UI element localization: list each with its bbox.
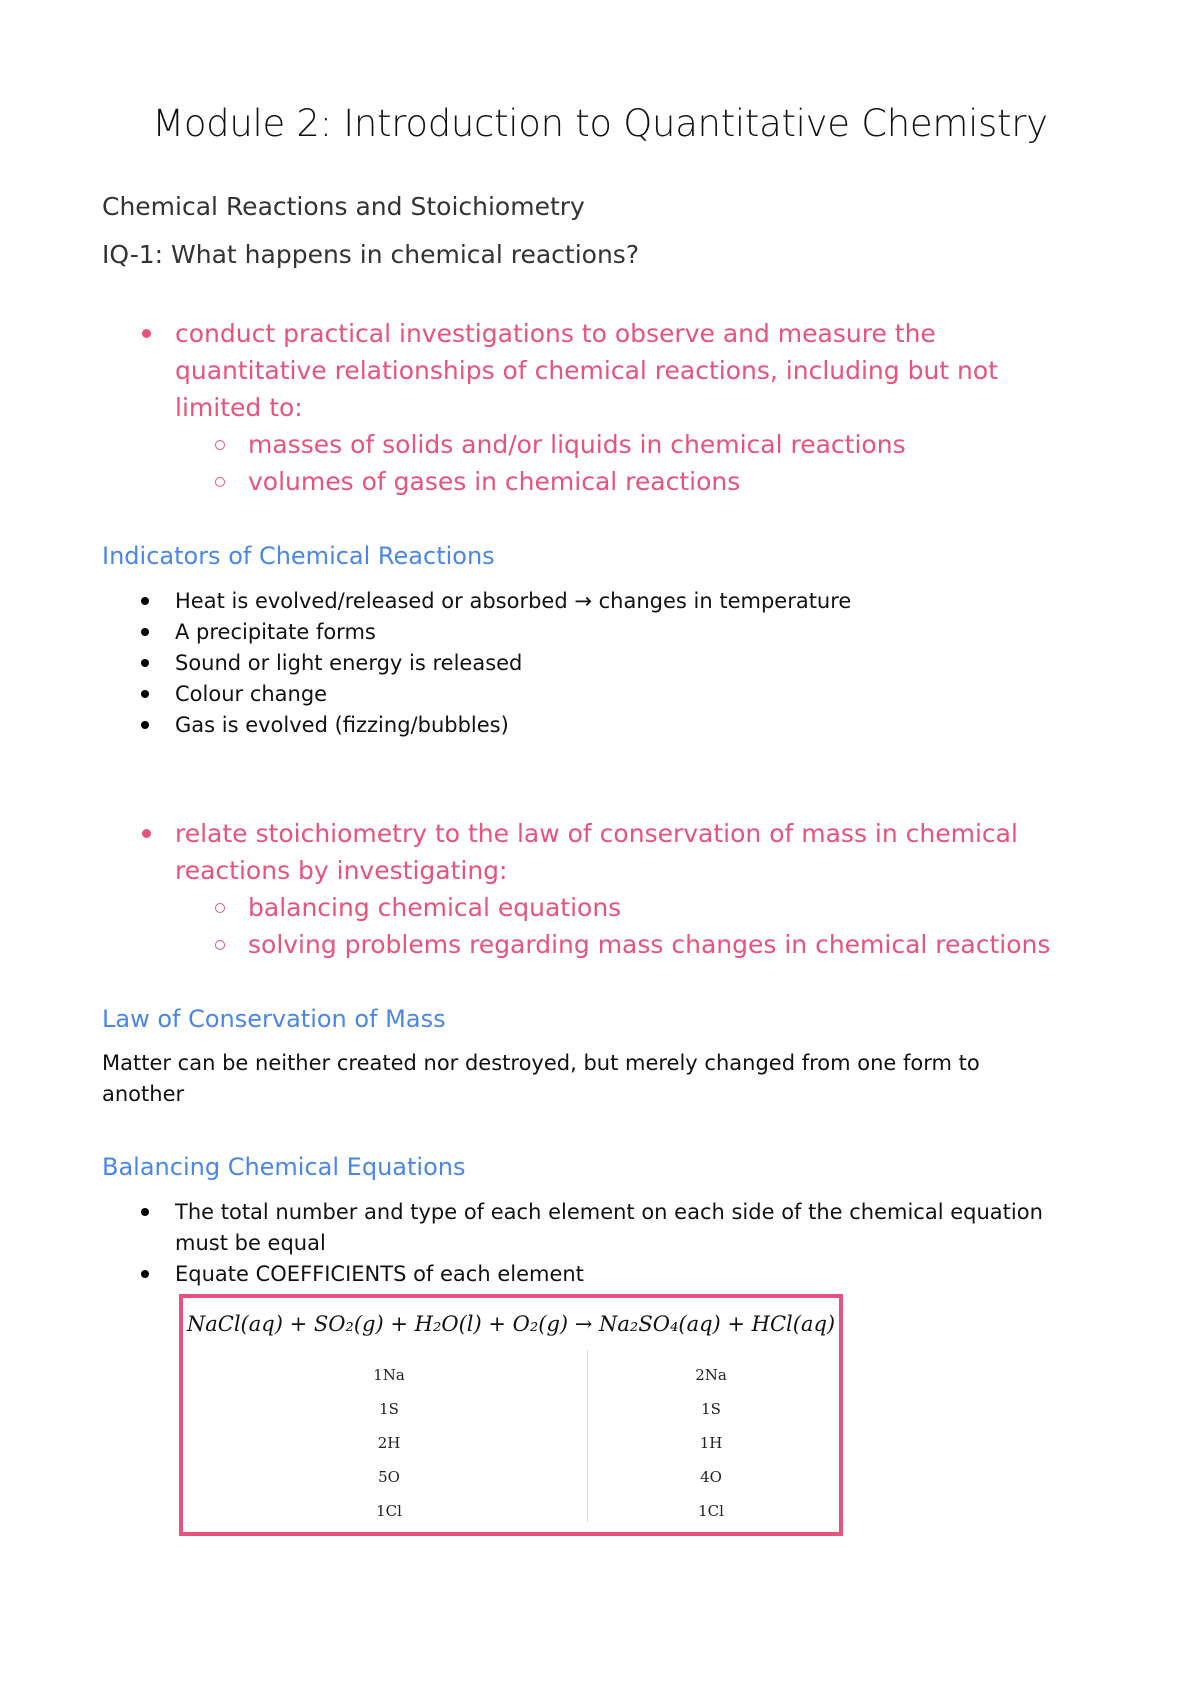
column-divider [587, 1350, 588, 1522]
atom-count: 1Na [373, 1366, 405, 1384]
section-title: Chemical Reactions and Stoichiometry [102, 192, 585, 221]
list-item-text: Sound or light energy is released [175, 651, 523, 675]
atom-count: 1Cl [376, 1502, 402, 1520]
reactant-counts [329, 1366, 449, 1536]
outcome-1-line: limited to: [175, 393, 303, 422]
outcome-1-line: quantitative relationships of chemical reactions, including but not [175, 356, 998, 385]
outcome-2 [175, 815, 1018, 889]
equation-figure [179, 1294, 843, 1536]
list-item [175, 679, 327, 710]
indicators-heading: Indicators of Chemical Reactions [102, 542, 495, 570]
law-heading: Law of Conservation of Mass [102, 1005, 446, 1033]
atom-count: 4O [700, 1468, 722, 1486]
bullet-icon [142, 829, 151, 838]
atom-count: 1H [699, 1434, 723, 1452]
bullet-icon [141, 628, 149, 636]
balancing-heading: Balancing Chemical Equations [102, 1153, 466, 1181]
outcome-1-subitem [248, 426, 906, 463]
bullet-icon [141, 1208, 149, 1216]
bullet-icon [141, 690, 149, 698]
outcome-2-subitem-text: solving problems regarding mass changes in chemical reactions [248, 930, 1051, 959]
atom-count: 1S [701, 1400, 721, 1418]
list-item-text: Equate COEFFICIENTS of each element [175, 1262, 584, 1286]
list-item-text: Gas is evolved (fizzing/bubbles) [175, 713, 509, 737]
list-item [175, 586, 851, 617]
bullet-icon [141, 1270, 149, 1278]
outcome-1 [175, 315, 998, 426]
list-item-text: Colour change [175, 682, 328, 706]
product-counts [651, 1366, 771, 1536]
atom-count: 5O [378, 1468, 400, 1486]
list-item-text: Heat is evolved/released or absorbed → changes in temperature [175, 589, 852, 613]
outcome-1-subitem-text: volumes of gases in chemical reactions [248, 467, 741, 496]
outcome-2-subitem-text: balancing chemical equations [248, 893, 622, 922]
atom-count: 1S [379, 1400, 399, 1418]
outcome-2-subitem [248, 926, 1050, 963]
circle-bullet-icon [215, 477, 225, 487]
list-item [175, 648, 522, 679]
outcome-1-subitem [248, 463, 740, 500]
circle-bullet-icon [215, 440, 225, 450]
list-item [175, 617, 376, 648]
list-item-text: A precipitate forms [175, 620, 376, 644]
outcome-1-line: conduct practical investigations to observe and measure the [175, 319, 936, 348]
atom-count: 1Cl [698, 1502, 724, 1520]
list-item-text: must be equal [175, 1231, 326, 1255]
list-item [175, 1259, 584, 1290]
atom-count: 2Na [695, 1366, 727, 1384]
circle-bullet-icon [215, 903, 225, 913]
chemical-equation: NaCl(aq) + SO₂(g) + H₂O(l) + O₂(g) → Na₂SO₄(aq) + HCl(aq) [186, 1312, 836, 1336]
outcome-2-line: relate stoichiometry to the law of conservation of mass in chemical [175, 819, 1018, 848]
bullet-icon [142, 329, 151, 338]
bullet-icon [141, 721, 149, 729]
bullet-icon [141, 659, 149, 667]
law-text [102, 1048, 1062, 1110]
inquiry-question: IQ-1: What happens in chemical reactions? [102, 240, 640, 269]
outcome-2-line: reactions by investigating: [175, 856, 508, 885]
page-title: Module 2: Introduction to Quantitative Chemistry [152, 102, 1048, 145]
outcome-1-subitem-text: masses of solids and/or liquids in chemical reactions [248, 430, 906, 459]
list-item [175, 710, 509, 741]
law-text-line: Matter can be neither created nor destroyed, but merely changed from one form to [102, 1051, 980, 1075]
bullet-icon [141, 597, 149, 605]
list-item [175, 1197, 1043, 1259]
outcome-2-subitem [248, 889, 621, 926]
list-item-text: The total number and type of each element on each side of the chemical equation [175, 1200, 1043, 1224]
circle-bullet-icon [215, 940, 225, 950]
law-text-line: another [102, 1082, 185, 1106]
atom-count: 2H [377, 1434, 401, 1452]
